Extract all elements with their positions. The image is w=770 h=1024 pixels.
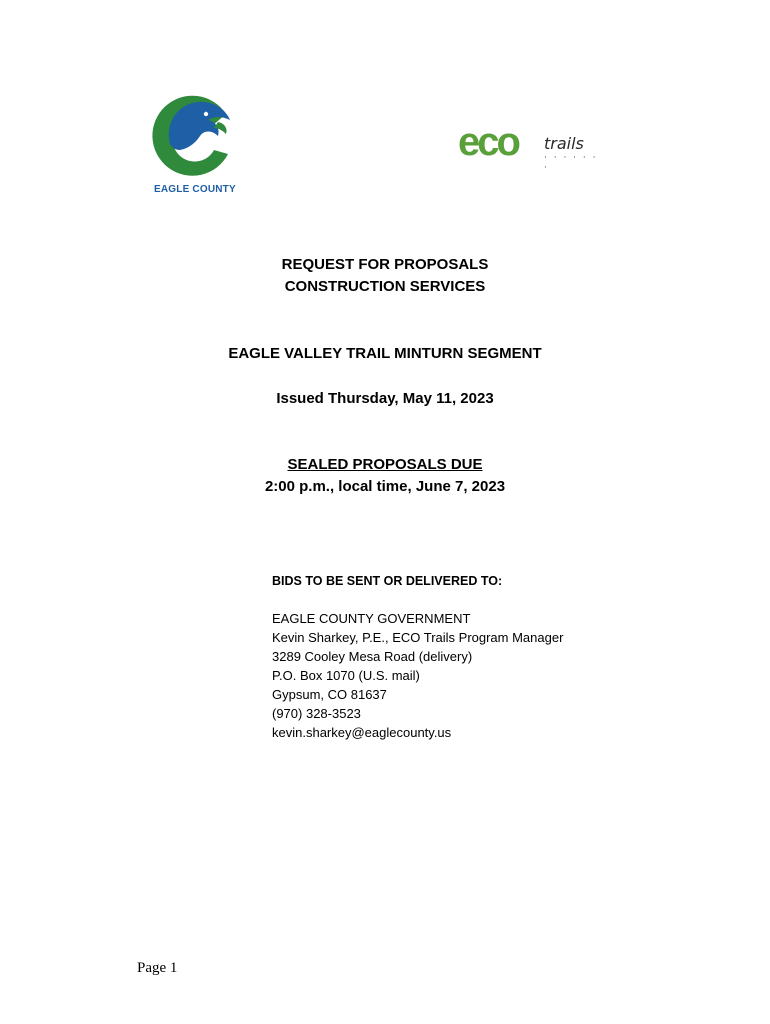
address-organization: EAGLE COUNTY GOVERNMENT	[272, 611, 471, 626]
rfp-title	[0, 254, 770, 298]
eagle-head-icon	[150, 92, 242, 184]
due-block	[0, 454, 770, 498]
project-title: EAGLE VALLEY TRAIL MINTURN SEGMENT	[228, 345, 542, 362]
address-po-box: P.O. Box 1070 (U.S. mail)	[272, 668, 420, 683]
delivery-heading: BIDS TO BE SENT OR DELIVERED TO:	[272, 574, 503, 588]
due-date-time: 2:00 p.m., local time, June 7, 2023	[264, 478, 506, 495]
eagle-county-logo-text: EAGLE COUNTY	[154, 184, 236, 195]
sealed-proposals-due-label: SEALED PROPOSALS DUE	[287, 456, 483, 473]
rfp-title-line-2: CONSTRUCTION SERVICES	[284, 278, 486, 295]
address-city: Gypsum, CO 81637	[272, 687, 387, 702]
eco-trails-logo	[456, 120, 606, 173]
issued-date: Issued Thursday, May 11, 2023	[276, 390, 494, 407]
delivery-address-block	[272, 572, 563, 742]
address-contact: Kevin Sharkey, P.E., ECO Trails Program Manager	[272, 630, 564, 645]
trails-logo-word: trails	[544, 134, 584, 153]
rfp-title-line-1: REQUEST FOR PROPOSALS	[281, 256, 489, 273]
address-email[interactable]: kevin.sharkey@eaglecounty.us	[272, 725, 452, 740]
trails-logo-dots: · · · · · · ·	[544, 153, 598, 173]
address-phone: (970) 328-3523	[272, 706, 361, 721]
eagle-county-logo	[150, 92, 250, 200]
page-number: Page 1	[137, 960, 178, 976]
eco-logo-word: eco	[458, 120, 518, 164]
address-street: 3289 Cooley Mesa Road (delivery)	[272, 649, 473, 664]
